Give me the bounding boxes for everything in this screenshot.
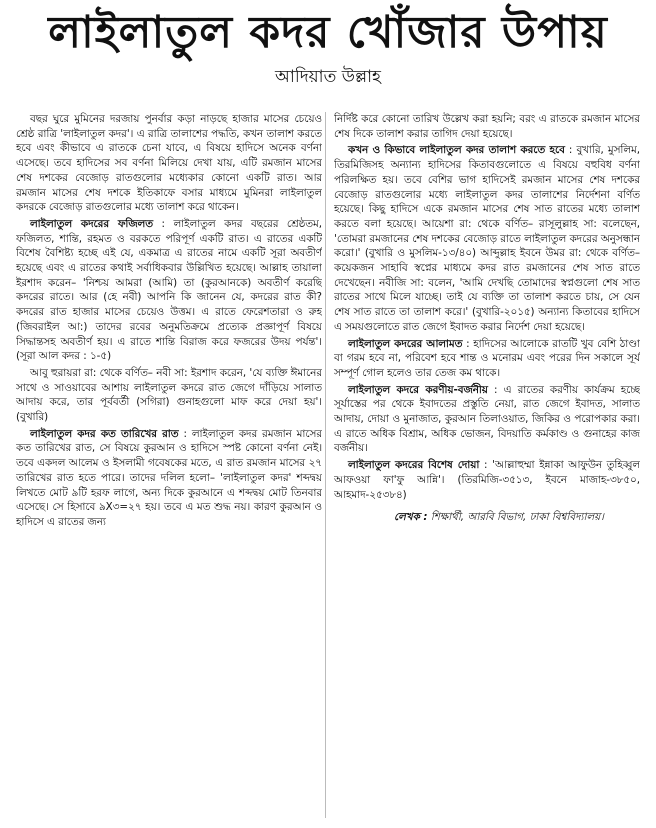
deeds-text: : এ রাতের করণীয় কার্যক্রম হচ্ছে সূর্যাস্তের পর থেকে ইবাদতের প্রস্তুতি নেয়া, রাত জেগে ইবাদত, সালাত আদায়, দোয়া ও মুনাজাত, কুরআন তিলাওয়াত, জিকির ও পরোপকার করা। এ রাতে অধিক বিশ্রাম, অধিক ভোজন, বিদয়াতি কর্মকাণ্ড ও গুনাহের কাজ বর্জনীয়।: [334, 383, 640, 455]
right-column: [334, 112, 640, 822]
article-title: লাইলাতুল কদর খোঁজার উপায়: [48, 7, 608, 58]
writer-label: লেখক :: [394, 511, 428, 524]
intro-paragraph: বছর ঘুরে মুমিনের দরজায় পুনর্বার কড়া নাড়ছে হাজার মাসের চেয়েও শ্রেষ্ঠ রাত্রি 'লাইলাতুল কদর'। এ রাত্রি তালাশের পদ্ধতি, কখন তালাশ করতে হবে এবং কীভাবে এ রাতকে চেনা যাবে, এ বিষয়ে হাদিসে অনেক বর্ণনা এসেছে। তবে হাদিসের সব বর্ণনা মিলিয়ে দেখা যায়, এটি রমজান মাসের শেষ দশকের বেজোড় রাতগুলোর মধ্যেকার কোনো একটি রাত। আর রমজান মাসের শেষ দশকে ইতিকাফে বসার মাধ্যমে মুমিনরা লাইলাতুল কদরকে বেজোড় রাতগুলোর মধ্যে তালাশ করে থাকেন।: [16, 113, 322, 214]
date-heading: লাইলাতুল কদর কত তারিখের রাত: [30, 427, 179, 440]
dua-paragraph: [334, 458, 640, 502]
virtue-text: : লাইলাতুল কদর বছরের শ্রেষ্ঠতম, ফজিলত, শান্তি, রহমত ও বরকতে পরিপূর্ণ একটি রাত। এ রাতের একটি বিশেষ বৈশিষ্ট্য হচ্ছে এই যে, একমাত্র এ রাতের নামে একটি সূরা অবতীর্ণ হয়েছে এবং এ রাতের কথাই সর্বাধিকবার উল্লিখিত হয়েছে। আল্লাহ তায়ালা ইরশাদ করেন– 'নিশ্চয় আমরা (আমি) তা (কুরআনকে) অবতীর্ণ করেছি কদরের রাতে। আর (হে নবী) আপনি কি জানেন যে, কদরের রাত কী? কদরের রাত হাজার মাসের চেয়েও উত্তম। এ রাতে ফেরেশতারা ও রুহ (জিবরাইল আ:) তাদের রবের অনুমতিক্রমে প্রত্যেক প্রজ্ঞাপূর্ণ বিষয়ে সিদ্ধান্তসহ অবতীর্ণ হয়। এ রাতে শান্তি বিরাজ করে ফজরের উদয় পর্যন্ত'। (সূরা আল কদর : ১-৫): [16, 217, 322, 363]
search-paragraph: [334, 143, 640, 334]
date-paragraph: [16, 427, 322, 530]
author-byline: আদিয়াত উল্লাহ: [275, 67, 381, 87]
hadith-paragraph: আবু হুরায়রা রা: থেকে বর্ণিত– নবী সা: ইরশাদ করেন, 'যে ব্যক্তি ঈমানের সাথে ও সাওয়াবের আশায় লাইলাতুল কদরে রাত জেগে দাঁড়িয়ে সালাত আদায় করে, তার পূর্ববর্তী (সগিরা) গুনাহগুলো মাফ করে দেয়া হয়'। (বুখারি): [16, 366, 322, 424]
date-text: : লাইলাতুল কদর রমজান মাসের কত তারিখের রাত, সে বিষয়ে কুরআন ও হাদিসে স্পষ্ট কোনো বর্ণনা নেই। তবে একদল আলেম ও ইসলামী গবেষকের মতে, এ রাত রমজান মাসের ২৭ তারিখের রাত হতে পারে। তাদের দলিল হলো– 'লাইলাতুল কদর' শব্দদ্বয় লিখতে মোট ৯টি হরফ লাগে, অন্য দিকে কুরআনে এ শব্দদ্বয় মোট তিনবার এসেছে। সে হিসাবে ৯X৩=২৭ হয়। তবে এ মত শুদ্ধ নয়। কারণ কুরআন ও হাদিসে এ রাতের জন্য: [16, 427, 322, 528]
signs-heading: লাইলাতুল কদরের আলামত: [348, 337, 463, 350]
search-text: : বুখারি, মুসলিম, তিরমিজিসহ অন্যান্য হাদিসের কিতাবগুলোতে এ বিষয়ে বহুবিধ বর্ণনা পরিলক্ষিত হয়। তবে বেশির ভাগ হাদিসেই রমজান মাসের শেষ দশকের বেজোড় রাতগুলোর মধ্যে লাইলাতুল কদর তালাশের নির্দেশনা বর্ণিত হয়েছে। কিছু হাদিসে একে রমজান মাসের শেষ সাত রাতের মধ্যে তালাশ করতে বলা হয়েছে। আয়েশা রা: থেকে বর্ণিত– রাসূলুল্লাহ সা: বলেছেন, 'তোমরা রমজানের শেষ দশকের বেজোড় রাতে লাইলাতুল কদরের অনুসন্ধান করো।' (বুখারি ও মুসলিম-১৩/৪০) আব্দুল্লাহ ইবনে উমর রা: থেকে বর্ণিত– কয়েকজন সাহাবি স্বপ্নের মাধ্যমে কদর রাত রমজানের শেষ সাত রাতে দেখেছেন। নবীজি সা: বলেন, 'আমি দেখছি তোমাদের স্বপ্নগুলো শেষ সাত রাতের সাথে মিলে যাচ্ছে। তাই যে ব্যক্তি তা তালাশ করতে চায়, সে যেন শেষ সাত রাতে তা তালাশ করে।' (বুখারি-২০১৫) অন্যান্য কিতাবের হাদিসে এ সময়গুলোতে রাত জেগে ইবাদত করার নির্দেশ দেয়া হয়েছে।: [334, 144, 640, 333]
deeds-paragraph: [334, 383, 640, 457]
left-column: [16, 112, 322, 822]
writer-info: শিক্ষার্থী, আরবি বিভাগ, ঢাকা বিশ্ববিদ্যালয়।: [430, 511, 604, 524]
column-divider: [325, 112, 326, 818]
signs-text: : হাদিসের আলোকে রাতটি খুব বেশি ঠাণ্ডা বা গরম হবে না, পরিবেশ হবে শান্ত ও মনোরম এবং পরের দিন সকালে সূর্য সম্পূর্ণ গোল হলেও তার তেজ কম থাকে।: [334, 337, 640, 379]
virtue-heading: লাইলাতুল কদরের ফজিলত: [30, 217, 153, 230]
dua-heading: লাইলাতুল কদরের বিশেষ দোয়া: [348, 459, 480, 472]
continuation-paragraph: নির্দিষ্ট করে কোনো তারিখ উল্লেখ করা হয়নি; বরং এ রাতকে রমজান মাসের শেষ দিকে তালাশ করার তাগিদ দেয়া হয়েছে।: [334, 113, 640, 140]
deeds-heading: লাইলাতুল কদরে করণীয়-বর্জনীয়: [348, 383, 488, 396]
virtue-paragraph: [16, 217, 322, 364]
writer-credit: [334, 510, 640, 525]
search-heading: কখন ও কিভাবে লাইলাতুল কদর তালাশ করতে হবে: [348, 144, 565, 157]
signs-paragraph: [334, 337, 640, 381]
dua-text: : 'আল্লাহুম্মা ইন্নাকা আফুউন তুহিব্বুল আফওয়া ফা'ফু আন্নি'। (তিরমিজি-৩৫১৩, ইবনে মাজাহ-৩৮৫০, আহমাদ-২৫৩৮৪): [334, 459, 640, 501]
